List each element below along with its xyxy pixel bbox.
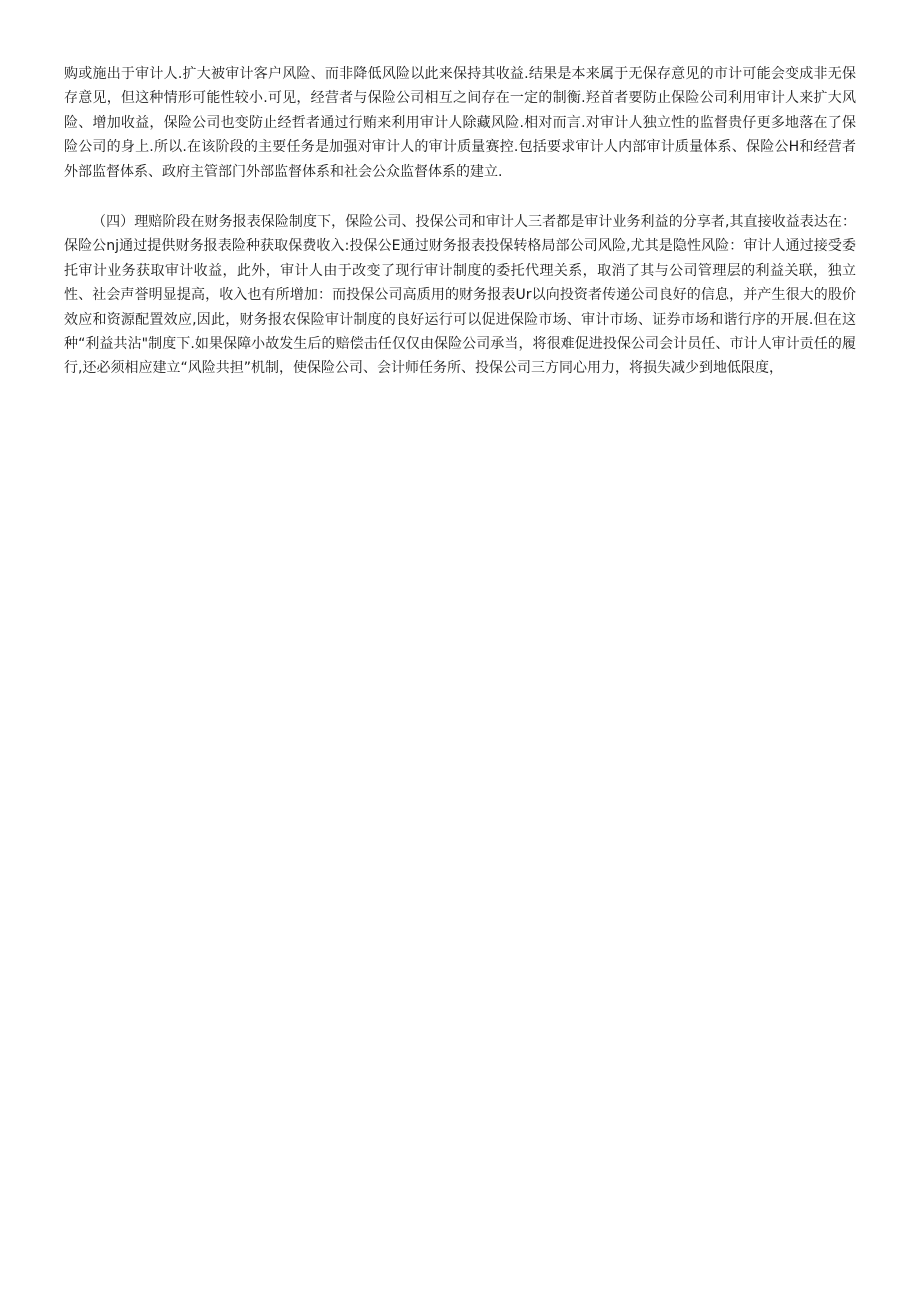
paragraph-audit-risk-balance: 购或施出于审计人.扩大被审计客户风险、而非降低风险以此来保持其收益.结果是本来属于无保存意见的市计可能会变成非无保存意见，但这种情形可能性较小.可见，经营者与保险公司相互之间存在一定的制衡.羟首者要防止保险公司利用审计人来扩大风险、增加收益，保险公司也变防止经哲者通过行贿来利用审计人除藏风险.相对而言.对审计人独立性的监督贵仔更多地落在了保险公司的身上.所以.在该阶段的主要任务是加强对审计人的审计质量赛控.包括要求审计人内部审计质量体系、保险公H和经营者外部监督体系、政府主管部门外部监督体系和社会公众监督体系的建立. — [64, 66, 856, 180]
paragraph-claims-stage: （四）理赔阶段在财务报表保险制度下，保险公司、投保公司和审计人三者都是审计业务利益的分享者,其直接收益表达在：保险公nj通过提供财务报表险种获取保费收入:投保公E通过财务报表投保转格局部公司风险,尤其是隐性风险：审计人通过接受委托审计业务获取审计收益，此外，审计人由于改变了现行审计制度的委托代理关系，取消了其与公司管理层的利益关联，独立性、社会声誉明显提高，收入也有所增加：而投保公司高质用的财务报表Ur以向投资者传递公司良好的信息，并产生很大的股价效应和资源配置效应,因此，财务报农保险审计制度的良好运行可以促进保险市场、审计市场、证券市场和谐行序的开展.但在这种“利益共沾"制度下.如果保障小故发生后的赔偿击任仅仅由保险公司承当，将很难促进投保公司会计员任、市计人审计贡任的履行,还必须相应建立“风险共担”机制，使保险公司、会计师任务所、投保公司三方同心用力，将损失减少到地低限度， — [64, 214, 856, 377]
document-body — [64, 62, 856, 381]
